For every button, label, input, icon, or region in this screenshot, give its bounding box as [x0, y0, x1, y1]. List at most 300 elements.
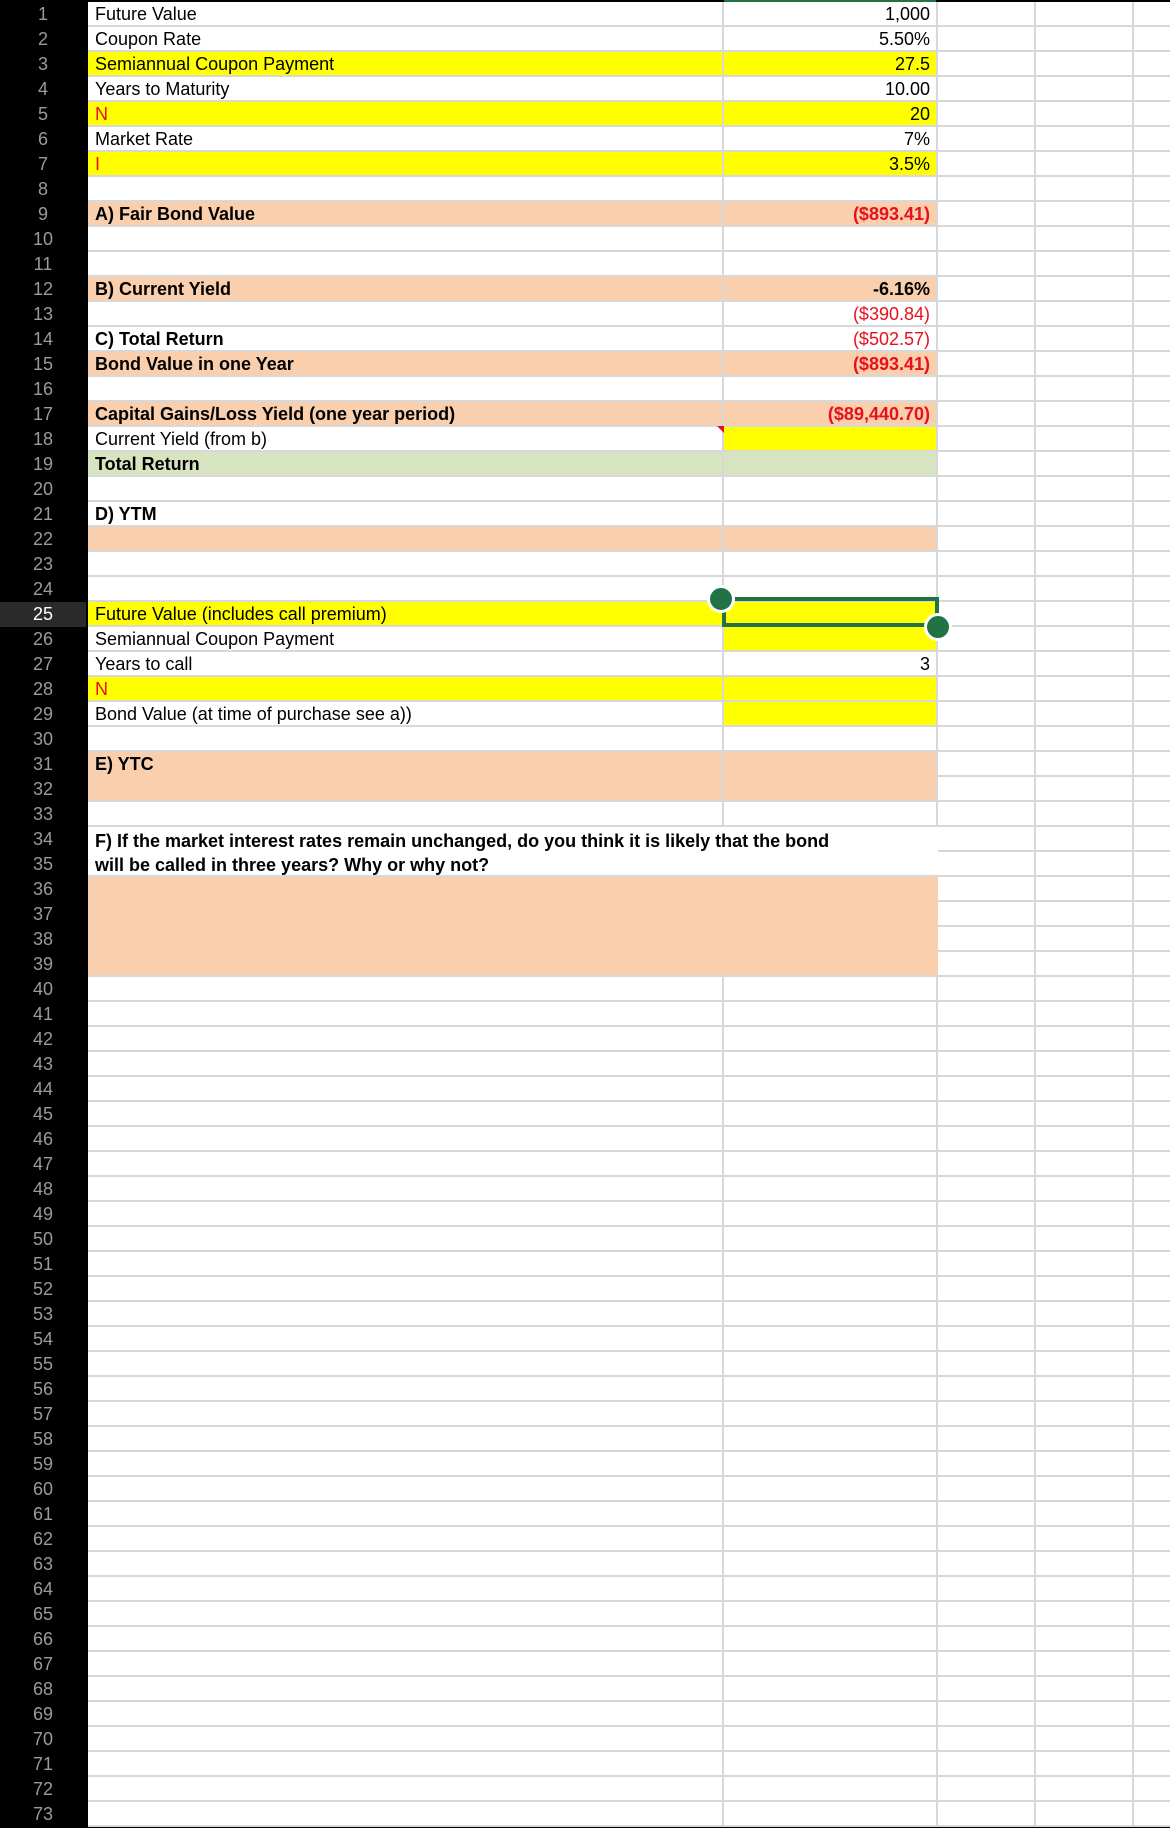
cell-b56[interactable]	[724, 1377, 938, 1402]
cell-d71[interactable]	[1036, 1752, 1134, 1777]
cell-b29[interactable]	[724, 702, 938, 727]
cell-b68[interactable]	[724, 1677, 938, 1702]
cell-e4[interactable]	[1134, 77, 1170, 102]
cell-b10[interactable]	[724, 227, 938, 252]
row-header-61[interactable]: 61	[0, 1502, 86, 1527]
cell-d45[interactable]	[1036, 1102, 1134, 1127]
cell-a70[interactable]	[88, 1727, 724, 1752]
cell-a11[interactable]	[88, 252, 724, 277]
cell-e45[interactable]	[1134, 1102, 1170, 1127]
cell-d39[interactable]	[1036, 952, 1134, 977]
cell-e17[interactable]	[1134, 402, 1170, 427]
cell-e42[interactable]	[1134, 1027, 1170, 1052]
cell-b62[interactable]	[724, 1527, 938, 1552]
cell-a73[interactable]	[88, 1802, 724, 1827]
cell-d25[interactable]	[1036, 602, 1134, 627]
cell-d32[interactable]	[1036, 777, 1134, 802]
row-header-63[interactable]: 63	[0, 1552, 86, 1577]
cell-c46[interactable]	[938, 1127, 1036, 1152]
cell-e55[interactable]	[1134, 1352, 1170, 1377]
cell-b21[interactable]	[724, 502, 938, 527]
cell-c43[interactable]	[938, 1052, 1036, 1077]
row-header-48[interactable]: 48	[0, 1177, 86, 1202]
cell-c73[interactable]	[938, 1802, 1036, 1827]
cell-e29[interactable]	[1134, 702, 1170, 727]
row-header-9[interactable]: 9	[0, 202, 86, 227]
cell-e44[interactable]	[1134, 1077, 1170, 1102]
row-header-50[interactable]: 50	[0, 1227, 86, 1252]
cell-c3[interactable]	[938, 52, 1036, 77]
cell-e59[interactable]	[1134, 1452, 1170, 1477]
row-header-10[interactable]: 10	[0, 227, 86, 252]
cell-d60[interactable]	[1036, 1477, 1134, 1502]
row-header-8[interactable]: 8	[0, 177, 86, 202]
cell-c6[interactable]	[938, 127, 1036, 152]
cell-a49[interactable]	[88, 1202, 724, 1227]
row-header-25[interactable]: 25	[0, 602, 86, 627]
cell-b3[interactable]: 27.5	[724, 52, 938, 77]
cell-a55[interactable]	[88, 1352, 724, 1377]
cell-d22[interactable]	[1036, 527, 1134, 552]
cell-a71[interactable]	[88, 1752, 724, 1777]
cell-c59[interactable]	[938, 1452, 1036, 1477]
cell-a27[interactable]: Years to call	[88, 652, 724, 677]
cell-e5[interactable]	[1134, 102, 1170, 127]
row-header-30[interactable]: 30	[0, 727, 86, 752]
cell-a43[interactable]	[88, 1052, 724, 1077]
cell-c67[interactable]	[938, 1652, 1036, 1677]
cell-e40[interactable]	[1134, 977, 1170, 1002]
cell-c10[interactable]	[938, 227, 1036, 252]
cell-e38[interactable]	[1134, 927, 1170, 952]
cell-c57[interactable]	[938, 1402, 1036, 1427]
cell-e67[interactable]	[1134, 1652, 1170, 1677]
cell-d3[interactable]	[1036, 52, 1134, 77]
cell-c21[interactable]	[938, 502, 1036, 527]
row-header-41[interactable]: 41	[0, 1002, 86, 1027]
cell-e73[interactable]	[1134, 1802, 1170, 1827]
row-header-27[interactable]: 27	[0, 652, 86, 677]
cell-b60[interactable]	[724, 1477, 938, 1502]
cell-d64[interactable]	[1036, 1577, 1134, 1602]
cell-c25[interactable]	[938, 602, 1036, 627]
cell-b1[interactable]: 1,000	[724, 2, 938, 27]
cell-e10[interactable]	[1134, 227, 1170, 252]
cell-c61[interactable]	[938, 1502, 1036, 1527]
selection-handle-top-left[interactable]	[707, 585, 735, 613]
cell-b49[interactable]	[724, 1202, 938, 1227]
cell-e57[interactable]	[1134, 1402, 1170, 1427]
cell-c70[interactable]	[938, 1727, 1036, 1752]
row-header-13[interactable]: 13	[0, 302, 86, 327]
cell-d29[interactable]	[1036, 702, 1134, 727]
row-header-65[interactable]: 65	[0, 1602, 86, 1627]
cell-d1[interactable]	[1036, 2, 1134, 27]
cell-c69[interactable]	[938, 1702, 1036, 1727]
cell-c48[interactable]	[938, 1177, 1036, 1202]
cell-d61[interactable]	[1036, 1502, 1134, 1527]
cell-e41[interactable]	[1134, 1002, 1170, 1027]
cell-e54[interactable]	[1134, 1327, 1170, 1352]
cell-a17[interactable]: Capital Gains/Loss Yield (one year period)	[88, 402, 724, 427]
row-header-16[interactable]: 16	[0, 377, 86, 402]
cell-a40[interactable]	[88, 977, 724, 1002]
cell-a12[interactable]: B) Current Yield	[88, 277, 724, 302]
cell-a30[interactable]	[88, 727, 724, 752]
cell-d65[interactable]	[1036, 1602, 1134, 1627]
row-header-54[interactable]: 54	[0, 1327, 86, 1352]
row-header-22[interactable]: 22	[0, 527, 86, 552]
row-header-4[interactable]: 4	[0, 77, 86, 102]
cell-c18[interactable]	[938, 427, 1036, 452]
cell-d6[interactable]	[1036, 127, 1134, 152]
cell-b6[interactable]: 7%	[724, 127, 938, 152]
row-header-59[interactable]: 59	[0, 1452, 86, 1477]
cell-e46[interactable]	[1134, 1127, 1170, 1152]
row-header-68[interactable]: 68	[0, 1677, 86, 1702]
cell-c58[interactable]	[938, 1427, 1036, 1452]
cell-e21[interactable]	[1134, 502, 1170, 527]
cell-a63[interactable]	[88, 1552, 724, 1577]
row-header-45[interactable]: 45	[0, 1102, 86, 1127]
cell-b69[interactable]	[724, 1702, 938, 1727]
row-header-70[interactable]: 70	[0, 1727, 86, 1752]
cell-a54[interactable]	[88, 1327, 724, 1352]
row-header-56[interactable]: 56	[0, 1377, 86, 1402]
cell-c54[interactable]	[938, 1327, 1036, 1352]
row-header-14[interactable]: 14	[0, 327, 86, 352]
cell-e16[interactable]	[1134, 377, 1170, 402]
cell-d49[interactable]	[1036, 1202, 1134, 1227]
cell-a28[interactable]: N	[88, 677, 724, 702]
cell-a33[interactable]	[88, 802, 724, 827]
cell-a8[interactable]	[88, 177, 724, 202]
cell-d28[interactable]	[1036, 677, 1134, 702]
row-header-37[interactable]: 37	[0, 902, 86, 927]
cell-b46[interactable]	[724, 1127, 938, 1152]
row-header-71[interactable]: 71	[0, 1752, 86, 1777]
cell-c42[interactable]	[938, 1027, 1036, 1052]
cell-c60[interactable]	[938, 1477, 1036, 1502]
cell-d26[interactable]	[1036, 627, 1134, 652]
cell-a52[interactable]	[88, 1277, 724, 1302]
row-header-20[interactable]: 20	[0, 477, 86, 502]
cell-a24[interactable]	[88, 577, 724, 602]
cell-e71[interactable]	[1134, 1752, 1170, 1777]
cell-b8[interactable]	[724, 177, 938, 202]
cell-d17[interactable]	[1036, 402, 1134, 427]
cell-d18[interactable]	[1036, 427, 1134, 452]
cell-c8[interactable]	[938, 177, 1036, 202]
cell-e14[interactable]	[1134, 327, 1170, 352]
row-header-49[interactable]: 49	[0, 1202, 86, 1227]
cell-c26[interactable]	[938, 627, 1036, 652]
cell-a62[interactable]	[88, 1527, 724, 1552]
cell-b51[interactable]	[724, 1252, 938, 1277]
cell-a53[interactable]	[88, 1302, 724, 1327]
row-header-52[interactable]: 52	[0, 1277, 86, 1302]
cell-c7[interactable]	[938, 152, 1036, 177]
cell-d72[interactable]	[1036, 1777, 1134, 1802]
cell-e26[interactable]	[1134, 627, 1170, 652]
cell-d23[interactable]	[1036, 552, 1134, 577]
cell-d40[interactable]	[1036, 977, 1134, 1002]
cell-c23[interactable]	[938, 552, 1036, 577]
row-header-36[interactable]: 36	[0, 877, 86, 902]
cell-a68[interactable]	[88, 1677, 724, 1702]
cell-c12[interactable]	[938, 277, 1036, 302]
cell-d68[interactable]	[1036, 1677, 1134, 1702]
cell-e12[interactable]	[1134, 277, 1170, 302]
cell-a4[interactable]: Years to Maturity	[88, 77, 724, 102]
cell-e47[interactable]	[1134, 1152, 1170, 1177]
cell-e13[interactable]	[1134, 302, 1170, 327]
cell-b57[interactable]	[724, 1402, 938, 1427]
cell-e65[interactable]	[1134, 1602, 1170, 1627]
cell-a67[interactable]	[88, 1652, 724, 1677]
cell-a42[interactable]	[88, 1027, 724, 1052]
cell-d44[interactable]	[1036, 1077, 1134, 1102]
cell-d34[interactable]	[1036, 827, 1134, 852]
cell-b28[interactable]	[724, 677, 938, 702]
row-header-33[interactable]: 33	[0, 802, 86, 827]
row-header-53[interactable]: 53	[0, 1302, 86, 1327]
row-header-7[interactable]: 7	[0, 152, 86, 177]
cell-b45[interactable]	[724, 1102, 938, 1127]
cell-b72[interactable]	[724, 1777, 938, 1802]
cell-c29[interactable]	[938, 702, 1036, 727]
cell-d20[interactable]	[1036, 477, 1134, 502]
cell-b7[interactable]: 3.5%	[724, 152, 938, 177]
row-header-6[interactable]: 6	[0, 127, 86, 152]
cell-c15[interactable]	[938, 352, 1036, 377]
cell-d5[interactable]	[1036, 102, 1134, 127]
cell-a1[interactable]: Future Value	[88, 2, 724, 27]
row-header-21[interactable]: 21	[0, 502, 86, 527]
cell-c36[interactable]	[938, 877, 1036, 902]
cell-e63[interactable]	[1134, 1552, 1170, 1577]
cell-b31[interactable]	[724, 752, 938, 777]
cell-d47[interactable]	[1036, 1152, 1134, 1177]
cell-b59[interactable]	[724, 1452, 938, 1477]
cell-b48[interactable]	[724, 1177, 938, 1202]
cell-c4[interactable]	[938, 77, 1036, 102]
cell-a47[interactable]	[88, 1152, 724, 1177]
row-header-72[interactable]: 72	[0, 1777, 86, 1802]
cell-d54[interactable]	[1036, 1327, 1134, 1352]
cell-a19[interactable]: Total Return	[88, 452, 724, 477]
cell-e3[interactable]	[1134, 52, 1170, 77]
cell-a59[interactable]	[88, 1452, 724, 1477]
row-header-47[interactable]: 47	[0, 1152, 86, 1177]
row-header-42[interactable]: 42	[0, 1027, 86, 1052]
cell-a57[interactable]	[88, 1402, 724, 1427]
row-header-24[interactable]: 24	[0, 577, 86, 602]
cell-d53[interactable]	[1036, 1302, 1134, 1327]
selection-handle-bottom-right[interactable]	[924, 613, 952, 641]
cell-b63[interactable]	[724, 1552, 938, 1577]
cell-b20[interactable]	[724, 477, 938, 502]
cell-a10[interactable]	[88, 227, 724, 252]
cell-c22[interactable]	[938, 527, 1036, 552]
cell-a60[interactable]	[88, 1477, 724, 1502]
cell-d16[interactable]	[1036, 377, 1134, 402]
cell-c33[interactable]	[938, 802, 1036, 827]
row-header-43[interactable]: 43	[0, 1052, 86, 1077]
cell-c40[interactable]	[938, 977, 1036, 1002]
cell-a72[interactable]	[88, 1777, 724, 1802]
cell-b50[interactable]	[724, 1227, 938, 1252]
cell-c28[interactable]	[938, 677, 1036, 702]
cell-c31[interactable]	[938, 752, 1036, 777]
row-header-62[interactable]: 62	[0, 1527, 86, 1552]
cell-e30[interactable]	[1134, 727, 1170, 752]
cell-d11[interactable]	[1036, 252, 1134, 277]
cell-d69[interactable]	[1036, 1702, 1134, 1727]
row-header-58[interactable]: 58	[0, 1427, 86, 1452]
cell-d46[interactable]	[1036, 1127, 1134, 1152]
cell-a29[interactable]: Bond Value (at time of purchase see a))	[88, 702, 724, 727]
cell-e22[interactable]	[1134, 527, 1170, 552]
cell-d43[interactable]	[1036, 1052, 1134, 1077]
cell-d67[interactable]	[1036, 1652, 1134, 1677]
cell-d19[interactable]	[1036, 452, 1134, 477]
cell-b73[interactable]	[724, 1802, 938, 1827]
cell-c72[interactable]	[938, 1777, 1036, 1802]
cell-a69[interactable]	[88, 1702, 724, 1727]
cell-a41[interactable]	[88, 1002, 724, 1027]
cell-d41[interactable]	[1036, 1002, 1134, 1027]
cell-a37[interactable]	[88, 902, 938, 927]
cell-d50[interactable]	[1036, 1227, 1134, 1252]
cell-c30[interactable]	[938, 727, 1036, 752]
cell-a64[interactable]	[88, 1577, 724, 1602]
row-header-40[interactable]: 40	[0, 977, 86, 1002]
cell-b19[interactable]	[724, 452, 938, 477]
row-header-51[interactable]: 51	[0, 1252, 86, 1277]
cell-d35[interactable]	[1036, 852, 1134, 877]
cell-c56[interactable]	[938, 1377, 1036, 1402]
cell-c38[interactable]	[938, 927, 1036, 952]
cell-e23[interactable]	[1134, 552, 1170, 577]
cell-b33[interactable]	[724, 802, 938, 827]
row-header-23[interactable]: 23	[0, 552, 86, 577]
cell-a2[interactable]: Coupon Rate	[88, 27, 724, 52]
cell-b44[interactable]	[724, 1077, 938, 1102]
row-header-60[interactable]: 60	[0, 1477, 86, 1502]
cell-b13[interactable]: ($390.84)	[724, 302, 938, 327]
row-header-3[interactable]: 3	[0, 52, 86, 77]
cell-c62[interactable]	[938, 1527, 1036, 1552]
cell-a31[interactable]: E) YTC	[88, 752, 724, 777]
cell-e33[interactable]	[1134, 802, 1170, 827]
cell-a32[interactable]	[88, 777, 724, 802]
cell-b27[interactable]: 3	[724, 652, 938, 677]
cell-b14[interactable]: ($502.57)	[724, 327, 938, 352]
cell-d70[interactable]	[1036, 1727, 1134, 1752]
cell-a21[interactable]: D) YTM	[88, 502, 724, 527]
cell-e60[interactable]	[1134, 1477, 1170, 1502]
cell-d48[interactable]	[1036, 1177, 1134, 1202]
cell-b64[interactable]	[724, 1577, 938, 1602]
row-header-26[interactable]: 26	[0, 627, 86, 652]
cell-c44[interactable]	[938, 1077, 1036, 1102]
cell-e72[interactable]	[1134, 1777, 1170, 1802]
cell-a15[interactable]: Bond Value in one Year	[88, 352, 724, 377]
row-header-44[interactable]: 44	[0, 1077, 86, 1102]
row-header-67[interactable]: 67	[0, 1652, 86, 1677]
cell-e49[interactable]	[1134, 1202, 1170, 1227]
cell-c35[interactable]	[938, 852, 1036, 877]
cell-d24[interactable]	[1036, 577, 1134, 602]
cell-e58[interactable]	[1134, 1427, 1170, 1452]
row-header-66[interactable]: 66	[0, 1627, 86, 1652]
cell-b23[interactable]	[724, 552, 938, 577]
cell-c52[interactable]	[938, 1277, 1036, 1302]
cell-e7[interactable]	[1134, 152, 1170, 177]
cell-b70[interactable]	[724, 1727, 938, 1752]
cell-d55[interactable]	[1036, 1352, 1134, 1377]
cell-e28[interactable]	[1134, 677, 1170, 702]
cell-e52[interactable]	[1134, 1277, 1170, 1302]
cell-d14[interactable]	[1036, 327, 1134, 352]
cell-c41[interactable]	[938, 1002, 1036, 1027]
cell-c45[interactable]	[938, 1102, 1036, 1127]
cell-a20[interactable]	[88, 477, 724, 502]
cell-b15[interactable]: ($893.41)	[724, 352, 938, 377]
cell-b58[interactable]	[724, 1427, 938, 1452]
row-header-5[interactable]: 5	[0, 102, 86, 127]
row-header-69[interactable]: 69	[0, 1702, 86, 1727]
comment-indicator-icon[interactable]	[717, 426, 724, 433]
cell-d31[interactable]	[1036, 752, 1134, 777]
cell-b5[interactable]: 20	[724, 102, 938, 127]
cell-e62[interactable]	[1134, 1527, 1170, 1552]
cell-b65[interactable]	[724, 1602, 938, 1627]
cell-d52[interactable]	[1036, 1277, 1134, 1302]
cell-c11[interactable]	[938, 252, 1036, 277]
cell-a36[interactable]	[88, 877, 938, 902]
cell-d51[interactable]	[1036, 1252, 1134, 1277]
cell-a9[interactable]: A) Fair Bond Value	[88, 202, 724, 227]
cell-b55[interactable]	[724, 1352, 938, 1377]
cell-e34[interactable]	[1134, 827, 1170, 852]
cell-b66[interactable]	[724, 1627, 938, 1652]
cell-d58[interactable]	[1036, 1427, 1134, 1452]
row-header-35[interactable]: 35	[0, 852, 86, 877]
row-header-28[interactable]: 28	[0, 677, 86, 702]
row-header-34[interactable]: 34	[0, 827, 86, 852]
cell-c20[interactable]	[938, 477, 1036, 502]
cell-e31[interactable]	[1134, 752, 1170, 777]
cell-d2[interactable]	[1036, 27, 1134, 52]
cell-d57[interactable]	[1036, 1402, 1134, 1427]
cell-d10[interactable]	[1036, 227, 1134, 252]
row-header-2[interactable]: 2	[0, 27, 86, 52]
cell-a61[interactable]	[88, 1502, 724, 1527]
cell-a65[interactable]	[88, 1602, 724, 1627]
cell-e24[interactable]	[1134, 577, 1170, 602]
cell-b12[interactable]: -6.16%	[724, 277, 938, 302]
cell-a7[interactable]: I	[88, 152, 724, 177]
cell-d56[interactable]	[1036, 1377, 1134, 1402]
row-header-17[interactable]: 17	[0, 402, 86, 427]
cell-c24[interactable]	[938, 577, 1036, 602]
cell-e68[interactable]	[1134, 1677, 1170, 1702]
cell-c16[interactable]	[938, 377, 1036, 402]
cell-d36[interactable]	[1036, 877, 1134, 902]
cell-b52[interactable]	[724, 1277, 938, 1302]
